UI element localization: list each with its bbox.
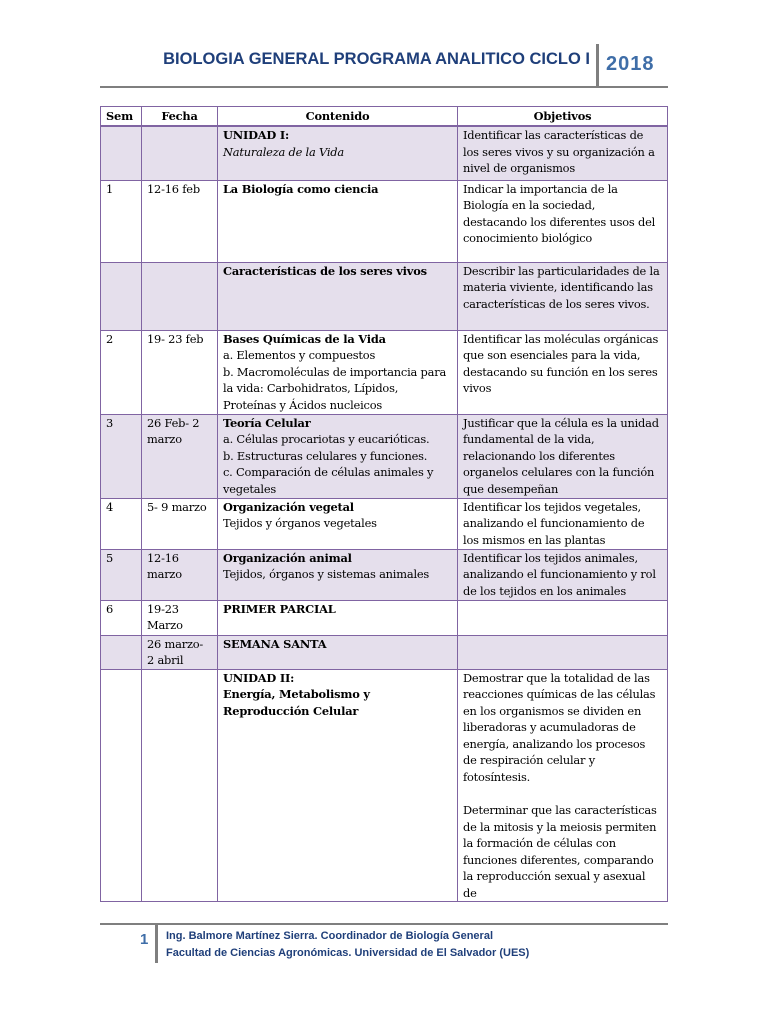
cell-objetivo (458, 600, 668, 635)
content-title: Bases Químicas de la Vida (223, 331, 386, 346)
content-item: b. Macromoléculas de importancia para la vida: Carbohidratos, Lípidos, Proteínas y Ácidos nucleicos (223, 364, 447, 412)
cell-sem: 3 (101, 414, 142, 498)
cell-contenido (218, 180, 458, 262)
content-item: a. Elementos y compuestos (223, 348, 376, 362)
cell-sem: 1 (101, 180, 142, 262)
table-row (101, 600, 668, 635)
cell-fecha: 26 marzo- 2 abril (142, 635, 218, 669)
cell-fecha (142, 126, 218, 180)
cell-fecha: 12-16 marzo (142, 549, 218, 600)
footer-author: Ing. Balmore Martínez Sierra. Coordinador de Biología General (166, 930, 494, 942)
table-row (101, 262, 668, 330)
cell-contenido (218, 414, 458, 498)
cell-fecha: 5- 9 marzo (142, 498, 218, 549)
content-item: c. Comparación de células animales y vegetales (223, 465, 434, 496)
table-row (101, 330, 668, 414)
footer-divider (155, 925, 158, 963)
table-row (101, 126, 668, 180)
cell-fecha: 26 Feb- 2 marzo (142, 414, 218, 498)
table-row (101, 635, 668, 669)
content-item: Tejidos y órganos vegetales (223, 516, 377, 530)
document-year: 2018 (606, 53, 655, 75)
cell-contenido (218, 635, 458, 669)
header-divider (596, 44, 599, 88)
table-row (101, 498, 668, 549)
cell-sem (101, 669, 142, 902)
cell-objetivo: Identificar los tejidos animales, analizando el funcionamiento y rol de los tejidos en los animales (458, 549, 668, 600)
content-title: UNIDAD I: (223, 128, 289, 142)
cell-contenido (218, 600, 458, 635)
table-row (101, 549, 668, 600)
footer-institution: Facultad de Ciencias Agronómicas. Universidad de El Salvador (UES) (166, 947, 530, 959)
content-title: UNIDAD II: (223, 670, 295, 685)
cell-contenido (218, 330, 458, 414)
content-title: Organización animal (223, 550, 352, 565)
cell-fecha (142, 669, 218, 902)
content-item: Tejidos, órganos y sistemas animales (223, 567, 430, 581)
objetivo-paragraph: Demostrar que la totalidad de las reacciones químicas de las células en los organismos se dividen en liberadoras y acumuladoras de energía, analizando los procesos de respiración celular y fotosíntesis. (463, 670, 656, 784)
cell-contenido (218, 549, 458, 600)
content-title: Características de los seres vivos (223, 263, 427, 278)
cell-contenido (218, 262, 458, 330)
table-row (101, 180, 668, 262)
col-header-objetivos: Objetivos (458, 107, 668, 127)
content-title: Teoría Celular (223, 415, 311, 430)
cell-fecha: 19- 23 feb (142, 330, 218, 414)
cell-contenido (218, 498, 458, 549)
content-subtitle: Naturaleza de la Vida (223, 144, 344, 159)
content-title: PRIMER PARCIAL (223, 601, 336, 616)
content-title: Organización vegetal (223, 499, 354, 514)
content-item: b. Estructuras celulares y funciones. (223, 448, 428, 463)
cell-objetivo: Justificar que la célula es la unidad fundamental de la vida, relacionando los diferentes organelos celulares con la función que desempeñan (458, 414, 668, 498)
cell-objetivo: Identificar los tejidos vegetales, analizando el funcionamiento de los mismos en las plantas (458, 498, 668, 549)
cell-objetivo (458, 669, 668, 902)
cell-sem (101, 126, 142, 180)
table-row (101, 414, 668, 498)
cell-objetivo: Describir las particularidades de la materia viviente, identificando las características de los seres vivos. (458, 262, 668, 330)
cell-sem: 4 (101, 498, 142, 549)
cell-objetivo (458, 635, 668, 669)
content-subtitle: Energía, Metabolismo y Reproducción Celular (223, 687, 370, 718)
cell-sem (101, 262, 142, 330)
cell-objetivo: Indicar la importancia de la Biología en la sociedad, destacando los diferentes usos del conocimiento biológico (458, 180, 668, 262)
objetivo-paragraph: Determinar que las características de la mitosis y la meiosis permiten la formación de células con funciones diferentes, comparando la reproducción sexual y asexual de (463, 803, 657, 900)
col-header-sem: Sem (101, 107, 142, 127)
table-row (101, 669, 668, 902)
content-item: a. Células procariotas y eucarióticas. (223, 432, 430, 446)
table-header-row (101, 107, 668, 127)
content-title: SEMANA SANTA (223, 636, 327, 651)
cell-fecha: 19-23 Marzo (142, 600, 218, 635)
footer-text (166, 928, 529, 962)
header-rule (100, 86, 668, 88)
col-header-fecha: Fecha (142, 107, 218, 127)
cell-objetivo: Identificar las moléculas orgánicas que son esenciales para la vida, destacando su función en los seres vivos (458, 330, 668, 414)
cell-fecha: 12-16 feb (142, 180, 218, 262)
page-number: 1 (140, 931, 149, 948)
cell-sem (101, 635, 142, 669)
content-title: La Biología como ciencia (223, 181, 379, 196)
cell-objetivo: Identificar las características de los seres vivos y su organización a nivel de organismos (458, 126, 668, 180)
document-title: BIOLOGIA GENERAL PROGRAMA ANALITICO CICLO I (163, 50, 590, 68)
cell-fecha (142, 262, 218, 330)
cell-contenido (218, 669, 458, 902)
program-table (100, 106, 668, 902)
cell-contenido (218, 126, 458, 180)
footer-rule (100, 923, 668, 925)
cell-sem: 6 (101, 600, 142, 635)
cell-sem: 5 (101, 549, 142, 600)
col-header-contenido: Contenido (218, 107, 458, 127)
cell-sem: 2 (101, 330, 142, 414)
